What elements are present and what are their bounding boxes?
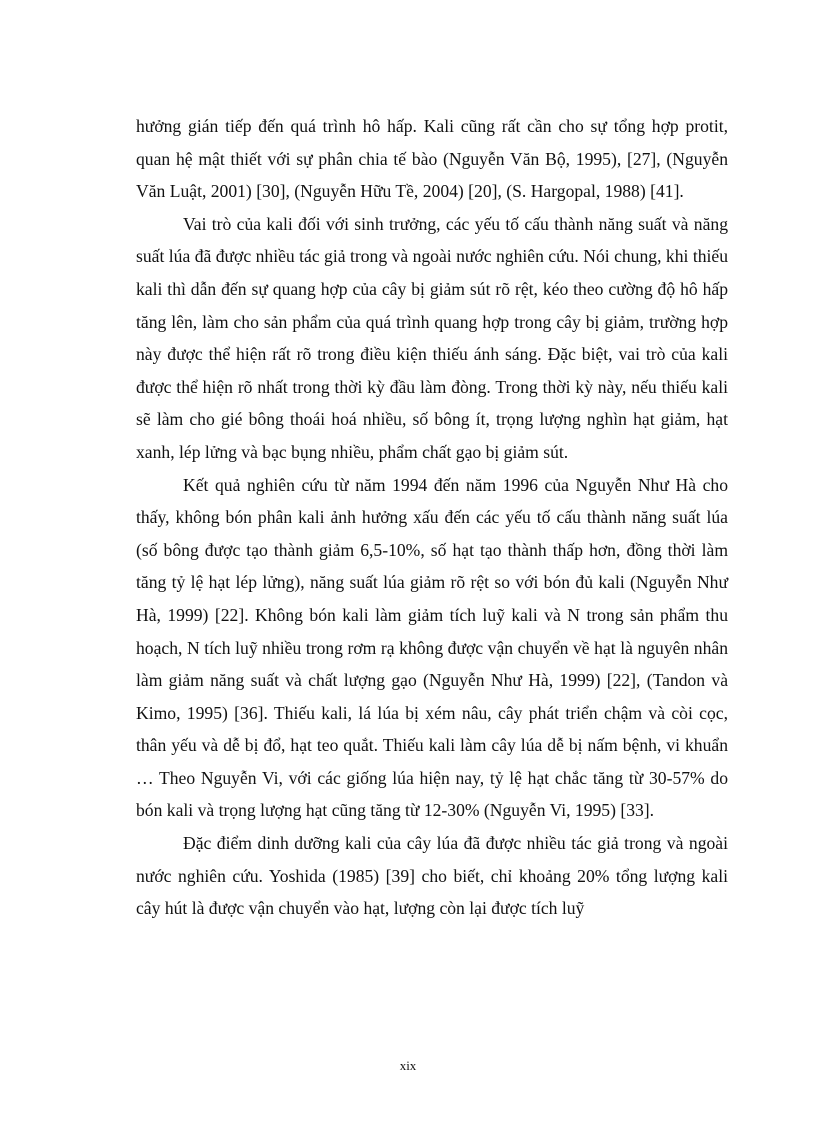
body-text [136, 110, 728, 925]
paragraph-continuation: hưởng gián tiếp đến quá trình hô hấp. Kali cũng rất cần cho sự tổng hợp protit, quan hệ mật thiết với sự phân chia tế bào (Nguyễn Văn Bộ, 1995), [27], (Nguyễn Văn Luật, 2001) [30], (Nguyễn Hữu Tề, 2004) [20], (S. Hargopal, 1988) [41]. [136, 116, 728, 202]
paragraph-research-results: Kết quả nghiên cứu từ năm 1994 đến năm 1996 của Nguyễn Như Hà cho thấy, không bón phân kali ảnh hưởng xấu đến các yếu tố cấu thành năng suất lúa (số bông được tạo thành giảm 6,5-10%, số hạt tạo thành thấp hơn, đồng thời làm tăng tỷ lệ hạt lép lửng), năng suất lúa giảm rõ rệt so với bón đủ kali (Nguyễn Như Hà, 1999) [22]. Không bón kali làm giảm tích luỹ kali và N trong sản phẩm thu hoạch, N tích luỹ nhiều trong rơm rạ không được vận chuyển về hạt là nguyên nhân làm giảm năng suất và chất lượng gạo (Nguyễn Như Hà, 1999) [22], (Tandon và Kimo, 1995) [36]. Thiếu kali, lá lúa bị xém nâu, cây phát triển chậm và còi cọc, thân yếu và dễ bị đổ, hạt teo quắt. Thiếu kali làm cây lúa dễ bị nấm bệnh, vi khuẩn … Theo Nguyễn Vi, với các giống lúa hiện nay, tỷ lệ hạt chắc tăng từ 30-57% do bón kali và trọng lượng hạt cũng tăng từ 12-30% (Nguyễn Vi, 1995) [33]. [136, 474, 728, 821]
page-number: xix [399, 1058, 417, 1073]
paragraph-potassium-role: Vai trò của kali đối với sinh trưởng, các yếu tố cấu thành năng suất và năng suất lúa đã được nhiều tác giả trong và ngoài nước nghiên cứu. Nói chung, khi thiếu kali thì dẫn đến sự quang hợp của cây bị giảm sút rõ rệt, kéo theo cường độ hô hấp tăng lên, làm cho sản phẩm của quá trình quang hợp trong cây bị giảm, trường hợp này được thể hiện rất rõ trong điều kiện thiếu ánh sáng. Đặc biệt, vai trò của kali được thể hiện rõ nhất trong thời kỳ đầu làm đòng. Trong thời kỳ này, nếu thiếu kali sẽ làm cho gié bông thoái hoá nhiều, số bông ít, trọng lượng nghìn hạt giảm, hạt xanh, lép lửng và bạc bụng nhiều, phẩm chất gạo bị giảm sút. [136, 213, 728, 462]
paragraph-nutrition-characteristics: Đặc điểm dinh dưỡng kali của cây lúa đã được nhiều tác giả trong và ngoài nước nghiên cứu. Yoshida (1985) [39] cho biết, chỉ khoảng 20% tổng lượng kali cây hút là được vận chuyển vào hạt, lượng còn lại được tích luỹ [136, 833, 728, 919]
